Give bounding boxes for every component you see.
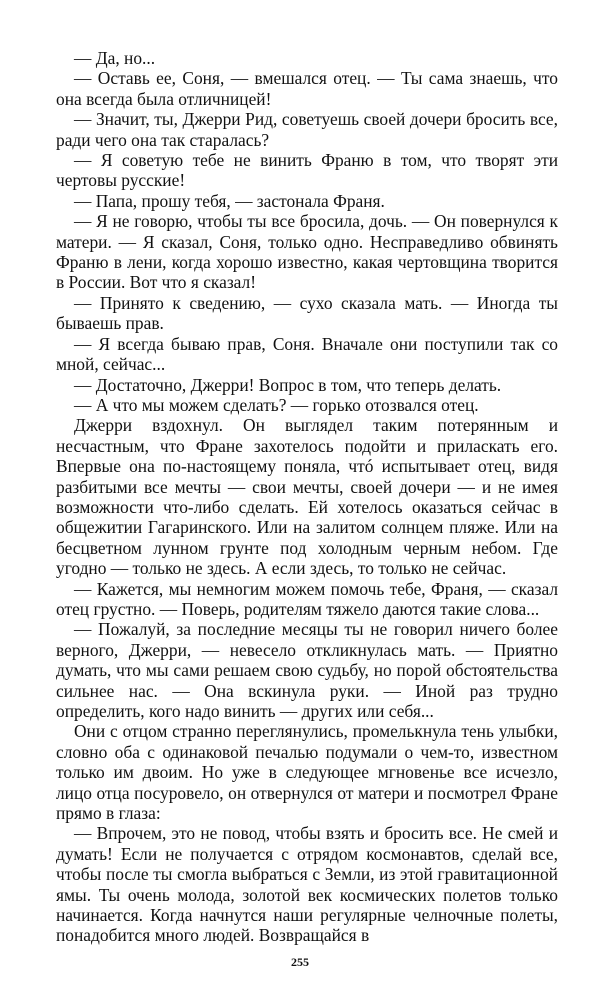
page-text [56,48,558,946]
page-number: 255 [291,955,309,969]
paragraph: — А что мы можем сделать? — горько отозвался отец. [74,394,479,415]
paragraph: — Я не говорю, чтобы ты все бросила, дочь. — Он повернулся к матери. — Я сказал, Соня, только одно. Несправедливо обвинять Франю в лени, когда хорошо известно, какая чертовщина творится в России. Вот что я сказал! [56,211,558,293]
paragraph: — Достаточно, Джерри! Вопрос в том, что теперь делать. [74,374,502,395]
paragraph: — Кажется, мы немногим можем помочь тебе, Франя, — сказал отец грустно. — Поверь, родителям тяжело даются такие слова... [56,578,558,619]
paragraph: — Значит, ты, Джерри Рид, советуешь своей дочери бросить все, ради чего она так старалась? [56,109,558,150]
paragraph: — Я всегда бываю прав, Соня. Вначале они поступили так со мной, сейчас... [56,333,558,375]
paragraph: — Впрочем, это не повод, чтобы взять и бросить все. Не смей и думать! Если не получается с отрядом космонавтов, сделай все, чтобы после ты смогла выбраться с Земли, из этой гравитационной ямы. Ты очень молода, золотой век космических полетов только начинается. Когда начнутся наши регулярные челночные полеты, понадобится много людей. Возвращайся в [56,823,558,946]
paragraph: — Пожалуй, за последние месяцы ты не говорил ничего более верного, Джерри, — невесело откликнулась мать. — Приятно думать, что мы сами решаем свою судьбу, но порой обстоятельства сильнее нас. — Она вскинула руки. — Иной раз трудно определить, кого надо винить — других или себя... [56,619,558,721]
paragraph: Они с отцом странно переглянулись, промелькнула тень улыбки, словно оба с одинаковой печалью подумали о чем-то, известном только им двоим. Но уже в следующее мгновенье все исчезло, лицо отца посуровело, он отвернулся от матери и посмотрел Фране прямо в глаза: [56,721,558,824]
paragraph: — Да, но... [74,48,156,68]
paragraph: — Принято к сведению, — сухо сказала мать. — Иногда ты бываешь прав. [56,292,558,334]
paragraph: — Папа, прошу тебя, — застонала Франя. [74,190,385,211]
paragraph: Джерри вздохнул. Он выглядел таким потерянным и несчастным, что Фране захотелось подойти и приласкать его. Впервые она по-настоящему поняла, чтó испытывает отец, видя разбитыми все мечты — свои мечты, своей дочери — и не имея возможности что-либо сделать. Ей хотелось оказаться сейчас в общежитии Гагаринского. Или на залитом солнцем пляже. Или на бесцветном лунном грунте под холодным черным небом. Где угодно — только не здесь. А если здесь, то только не сейчас. [56,415,558,579]
paragraph: — Я советую тебе не винить Франю в том, что творят эти чертовы русские! [56,150,558,191]
paragraph: — Оставь ее, Соня, — вмешался отец. — Ты сама знаешь, что она всегда была отличницей! [56,68,558,109]
